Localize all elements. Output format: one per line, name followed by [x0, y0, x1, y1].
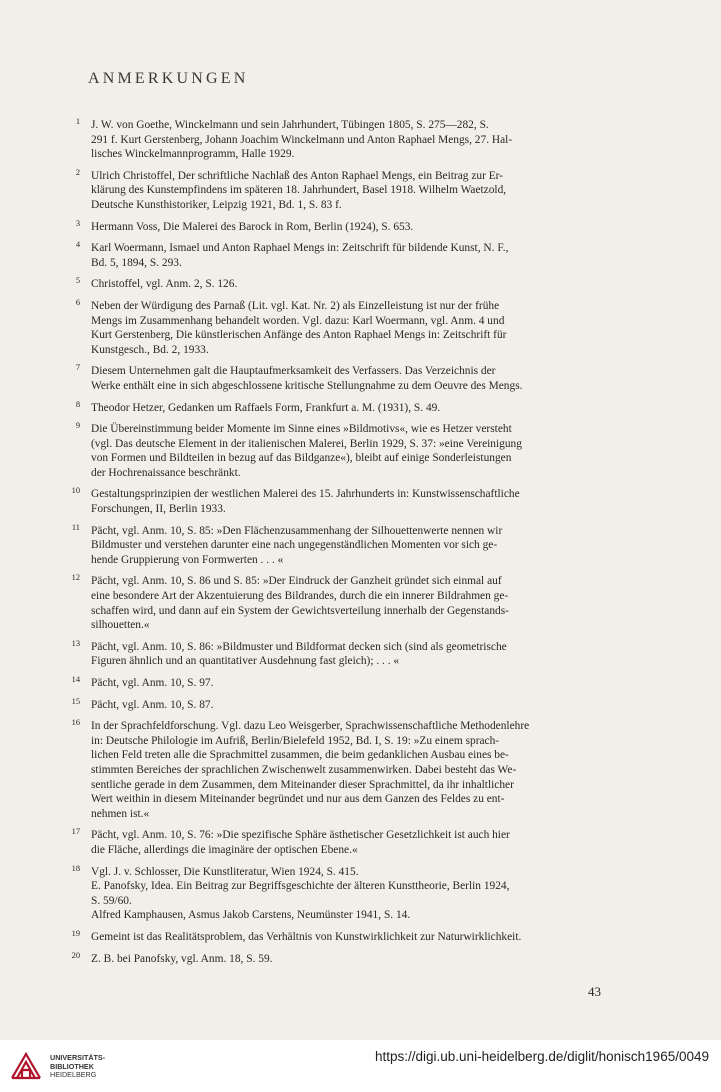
footnote-text-line: J. W. von Goethe, Winckelmann und sein Jahrhundert, Tübingen 1805, S. 275—282, S. — [91, 119, 489, 131]
footnote-text-line: Ulrich Christoffel, Der schriftliche Nachlaß des Anton Raphael Mengs, ein Beitrag zur Er- — [91, 169, 504, 182]
footnote-text-line: schaffen wird, und dann auf ein System der Gewichtsverteilung innerhalb der Gegenstands- — [91, 604, 509, 617]
footnote-number: 15 — [71, 696, 80, 706]
footnote-text-line: E. Panofsky, Idea. Ein Beitrag zur Begriffsgeschichte der älteren Kunsttheorie, Berlin 1924, — [91, 880, 510, 893]
footnote-text-line: der Hochrenaissance beschränkt. — [91, 466, 241, 479]
footnote — [60, 169, 612, 213]
footnote — [60, 930, 612, 945]
footnote-number: 14 — [71, 675, 80, 684]
footnote-text-line: Werke enthält eine in sich abgeschlossene kritische Stellungnahme zu dem Oeuvre des Mengs. — [91, 379, 523, 392]
footnote-text-line: Vgl. J. v. Schlosser, Die Kunstliteratur, Wien 1924, S. 415. — [91, 865, 359, 878]
footnote — [60, 640, 612, 669]
footnote-number: 12 — [71, 573, 80, 583]
library-name-line: HEIDELBERG — [50, 1070, 97, 1080]
library-name — [50, 1054, 105, 1080]
footnote-text-line: Bildmuster und verstehen darunter eine nach ungegenständlichen Momenten vor sich ge- — [91, 539, 498, 552]
notes-list — [60, 118, 612, 973]
footnote-text-line: Theodor Hetzer, Gedanken um Raffaels Form, Frankfurt a. M. (1931), S. 49. — [91, 401, 441, 414]
footnote-number: 8 — [75, 399, 80, 409]
footnote — [60, 487, 612, 516]
footnote-text-line: Pächt, vgl. Anm. 10, S. 85: »Den Flächenzusammenhang der Silhouettenwerte nennen wir — [91, 524, 503, 537]
footnote-text-line: Mengs im Zusammenhang behandelt worden. Vgl. dazu: Karl Woermann, vgl. Anm. 4 und — [91, 314, 505, 327]
footnote — [60, 364, 612, 393]
footnote-text-line: stimmten Bereiches der sprachlichen Zwischenwelt zusammenwirken. Dabei besteht das We- — [91, 763, 517, 776]
footnote-number: 6 — [75, 297, 80, 307]
footnote-text-line: Forschungen, II, Berlin 1933. — [91, 503, 226, 516]
footnote-text-line: Bd. 5, 1894, S. 293. — [91, 256, 182, 269]
footnote-number: 10 — [71, 486, 80, 496]
footnote-text-line: Wert weithin in diesem Miteinander begründet und nur aus dem Ganzen des Feldes zu ent- — [91, 793, 505, 806]
footnote-number: 11 — [71, 522, 80, 532]
footnote-text-line: Gemeint ist das Realitätsproblem, das Verhältnis von Kunstwirklichkeit zur Naturwirklichkeit. — [91, 930, 522, 943]
footnote-text-line: lichen Feld treten alle die Sprachmittel zusammen, die beim gedanklichen Ausbau eines be- — [91, 749, 509, 762]
footnote-text-line: Pächt, vgl. Anm. 10, S. 86: »Bildmuster und Bildformat decken sich (sind als geometrische — [91, 640, 507, 653]
footnote-text-line: Kunstgesch., Bd. 2, 1933. — [91, 343, 209, 356]
footnote — [60, 299, 612, 357]
page-heading: ANMERKUNGEN — [88, 70, 249, 87]
footnote-text-line: Die Übereinstimmung beider Momente im Sinne eines »Bildmotivs«, wie es Hetzer versteht — [91, 423, 512, 436]
footnote-text-line: die Fläche, allerdings die imaginäre der optischen Ebene.« — [91, 843, 358, 856]
footnote-text-line: von Formen und Bildteilen in bezug auf das Bildganze«), bleibt auf einige Sonderleistungen — [91, 452, 512, 465]
footnote-number: 7 — [75, 363, 80, 373]
footnote — [60, 698, 612, 713]
footnote-text-line: Figuren ähnlich und an quantitativer Ausdehnung fast gleich); . . . « — [91, 655, 400, 668]
footnote-number: 20 — [71, 950, 80, 960]
footnote-text-line: Pächt, vgl. Anm. 10, S. 76: »Die spezifische Sphäre ästhetischer Gesetzlichkeit ist auch hier — [91, 829, 510, 842]
document-url-link[interactable]: https://digi.ub.uni-heidelberg.de/diglit/honisch1965/0049 — [375, 1049, 709, 1064]
footnote-text-line: Christoffel, vgl. Anm. 2, S. 126. — [91, 278, 238, 291]
footnote — [60, 719, 612, 821]
footnote-text-line: eine besondere Art der Akzentuierung des Bildrandes, durch die ein innerer Bildrahmen ge- — [91, 590, 509, 603]
footnote-text-line: Hermann Voss, Die Malerei des Barock in Rom, Berlin (1924), S. 653. — [91, 220, 414, 233]
footnote-text-line: Diesem Unternehmen galt die Hauptaufmerksamkeit des Verfassers. Das Verzeichnis der — [91, 365, 496, 378]
footnote-text-line: Neben der Würdigung des Parnaß (Lit. vgl. Kat. Nr. 2) als Einzelleistung ist nur der frühe — [91, 299, 500, 312]
footnote-number: 16 — [71, 718, 80, 728]
footnote-number: 13 — [71, 638, 80, 648]
footnote-text-line: in: Deutsche Philologie im Aufriß, Berlin/Bielefeld 1952, Bd. I, S. 19: »Zu einem sprach- — [91, 734, 500, 747]
footnote-number: 17 — [71, 827, 80, 837]
viewer-footer — [0, 1040, 721, 1092]
footnote — [60, 422, 612, 480]
footnote-number: 3 — [75, 218, 80, 228]
library-logo-icon[interactable] — [8, 1048, 44, 1084]
footnote-text-line: Deutsche Kunsthistoriker, Leipzig 1921, Bd. 1, S. 83 f. — [91, 198, 342, 211]
footnote-text-line: In der Sprachfeldforschung. Vgl. dazu Leo Weisgerber, Sprachwissenschaftliche Methodenlehre — [91, 720, 530, 733]
footnote — [60, 952, 612, 967]
footnote — [60, 118, 612, 162]
footnote — [60, 241, 612, 270]
footnote-number: 9 — [75, 421, 80, 431]
footnote — [60, 574, 612, 632]
footnote — [60, 828, 612, 857]
footnote-number: 2 — [75, 167, 80, 177]
footnote-text-line: Kurt Gerstenberg, Die künstlerischen Anfänge des Anton Raphael Mengs in: Zeitschrift für — [91, 329, 507, 342]
footnote-text-line: Pächt, vgl. Anm. 10, S. 97. — [91, 677, 214, 689]
footnote-text-line: (vgl. Das deutsche Element in der italienischen Malerei, Berlin 1929, S. 37: »eine Vereinigung — [91, 437, 522, 450]
footnote-number: 5 — [75, 276, 80, 286]
footnote — [60, 277, 612, 292]
footnote-text-line: lisches Winckelmannprogramm, Halle 1929. — [91, 148, 295, 161]
footnote — [60, 676, 612, 691]
footnote-text-line: S. 59/60. — [91, 894, 132, 907]
footnote-text-line: Gestaltungsprinzipien der westlichen Malerei des 15. Jahrhunderts in: Kunstwissenschaftliche — [91, 488, 520, 501]
footnote-number: 19 — [71, 928, 80, 938]
footnote-text-line: Karl Woermann, Ismael und Anton Raphael Mengs in: Zeitschrift für bildende Kunst, N. F., — [91, 242, 509, 255]
footnote-number: 4 — [75, 240, 80, 250]
footnote-text-line: silhouetten.« — [91, 619, 150, 632]
footnote — [60, 524, 612, 568]
footnote-number: 18 — [71, 863, 80, 873]
footnote-number: 1 — [75, 117, 80, 126]
footnote-text-line: Z. B. bei Panofsky, vgl. Anm. 18, S. 59. — [91, 952, 273, 965]
footnote-text-line: sentliche gerade in dem Zusammen, dem Miteinander dieser Sprachmittel, da ihr inhaltlicher — [91, 778, 514, 791]
footnote — [60, 220, 612, 235]
library-name-line: UNIVERSITÄTS- — [50, 1053, 106, 1062]
footnote-text-line: 291 f. Kurt Gerstenberg, Johann Joachim Winckelmann und Anton Raphael Mengs, 27. Hal- — [91, 133, 513, 146]
library-name-line: BIBLIOTHEK — [50, 1061, 94, 1071]
footnote-text-line: Alfred Kamphausen, Asmus Jakob Carstens, Neumünster 1941, S. 14. — [91, 909, 411, 922]
footnote — [60, 865, 612, 923]
footnote-text-line: klärung des Kunstempfindens im späteren 18. Jahrhundert, Basel 1918. Wilhelm Waetzold, — [91, 184, 507, 197]
page-number: 43 — [588, 984, 601, 999]
footnote-text-line: hende Gruppierung von Formwerten . . . « — [91, 553, 284, 566]
footnote-text-line: nehmen ist.« — [91, 807, 150, 820]
footnote-text-line: Pächt, vgl. Anm. 10, S. 86 und S. 85: »Der Eindruck der Ganzheit gründet sich einmal auf — [91, 575, 502, 588]
footnote-text-line: Pächt, vgl. Anm. 10, S. 87. — [91, 698, 214, 711]
footnote — [60, 401, 612, 416]
